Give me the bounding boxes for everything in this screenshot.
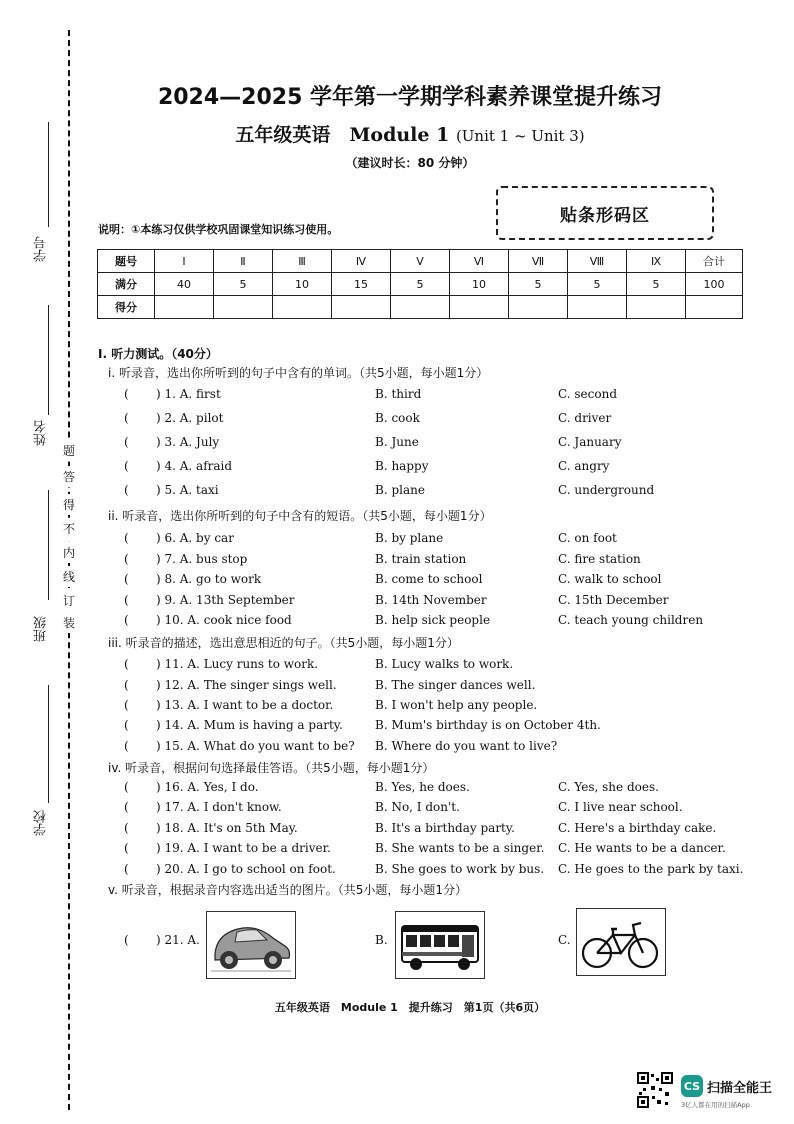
answer-blank[interactable]: (: [124, 531, 129, 545]
option-c: C. Here's a birthday cake.: [558, 821, 717, 835]
answer-blank[interactable]: (: [124, 821, 129, 835]
option-b: B. She goes to work by bus.: [375, 862, 545, 876]
option-a: ) 13. A. I want to be a doctor.: [156, 698, 334, 712]
option-b: B. I won't help any people.: [375, 698, 538, 712]
option-c: C. I live near school.: [558, 800, 683, 814]
option-b: B. No, I don't.: [375, 800, 460, 814]
section-title: I. 听力测试。（40分）: [98, 347, 218, 361]
option-b: B. 14th November: [375, 593, 487, 607]
option-a: ) 3. A. July: [156, 435, 220, 449]
table-cell: Ⅵ: [450, 250, 509, 273]
binding-char: 订: [63, 590, 75, 611]
option-b: B. come to school: [375, 572, 483, 586]
answer-blank[interactable]: (: [124, 739, 129, 753]
school-label: 学校: [34, 810, 49, 836]
question-row: [0, 678, 794, 696]
binding-char: 内: [63, 542, 75, 563]
part-instruction: i. 听录音，选出你所听到的句子中含有的单词。（共5小题，每小题1分）: [108, 366, 489, 380]
score-input-cell[interactable]: [686, 296, 743, 319]
part-instruction: ii. 听录音，选出你所听到的句子中含有的短语。（共5小题，每小题1分）: [108, 509, 492, 523]
answer-blank[interactable]: (: [124, 459, 129, 473]
option-b: B. June: [375, 435, 419, 449]
car-icon: [207, 912, 295, 978]
answer-blank[interactable]: (: [124, 698, 129, 712]
answer-blank[interactable]: (: [124, 613, 129, 627]
instruction-note: 说明：①本练习仅供学校巩固课堂知识练习使用。: [98, 223, 339, 236]
option-a: ) 18. A. It's on 5th May.: [156, 821, 298, 835]
table-cell: 5: [509, 273, 568, 296]
class-label: 班级: [34, 616, 49, 642]
page-footer: 五年级英语 Module 1 提升练习 第1页（共6页）: [274, 1001, 546, 1014]
score-input-cell[interactable]: [214, 296, 273, 319]
option-a: ) 10. A. cook nice food: [156, 613, 292, 627]
cs-logo-icon: CS: [681, 1075, 703, 1097]
question-row: [0, 821, 794, 839]
option-a: ) 5. A. taxi: [156, 483, 219, 497]
question-row: [0, 698, 794, 716]
score-table-header-row: [98, 250, 743, 273]
option-b: B. She wants to be a singer.: [375, 841, 545, 855]
question-row: [0, 718, 794, 736]
score-input-cell[interactable]: [627, 296, 686, 319]
option-b: B. third: [375, 387, 422, 401]
answer-blank[interactable]: (: [124, 483, 129, 497]
option-c: C. Yes, she does.: [558, 780, 659, 794]
table-cell: V: [391, 250, 450, 273]
option-a: ) 15. A. What do you want to be?: [156, 739, 355, 753]
part-instruction: v. 听录音，根据录音内容选出适当的图片。（共5小题，每小题1分）: [108, 883, 468, 897]
binding-char: 线: [63, 566, 75, 587]
option-a: ) 20. A. I go to school on foot.: [156, 862, 336, 876]
question-row: [0, 739, 794, 757]
option-b: B. help sick people: [375, 613, 491, 627]
table-cell: I: [155, 250, 214, 273]
answer-blank[interactable]: (: [124, 593, 129, 607]
question-row: [0, 572, 794, 590]
question-row: [0, 459, 794, 477]
binding-char: 答: [63, 466, 75, 487]
option-a: ) 16. A. Yes, I do.: [156, 780, 259, 794]
table-cell: 题号: [98, 250, 155, 273]
time-note: （建议时长：80 分钟）: [345, 156, 475, 170]
page-title: 2024—2025 学年第一学期学科素养课堂提升练习: [157, 85, 663, 110]
question-row: [0, 593, 794, 611]
question-row: [0, 483, 794, 501]
option-c: C. fire station: [558, 552, 641, 566]
answer-blank[interactable]: (: [124, 862, 129, 876]
table-cell: Ⅲ: [273, 250, 332, 273]
table-cell: 5: [568, 273, 627, 296]
question-row: [0, 657, 794, 675]
table-cell: 40: [155, 273, 214, 296]
option-c: C. driver: [558, 411, 612, 425]
score-input-cell[interactable]: [509, 296, 568, 319]
question-row: [0, 411, 794, 429]
answer-blank[interactable]: (: [124, 678, 129, 692]
binding-char: 题: [63, 440, 75, 461]
name-label: 姓名: [34, 420, 49, 446]
table-cell: 合计: [686, 250, 743, 273]
question-row: [0, 780, 794, 798]
answer-blank[interactable]: (: [124, 718, 129, 732]
score-input-cell[interactable]: [155, 296, 214, 319]
option-a: ) 12. A. The singer sings well.: [156, 678, 337, 692]
score-table-got-row: [98, 296, 743, 319]
option-b: B. Lucy walks to work.: [375, 657, 514, 671]
table-cell: 10: [273, 273, 332, 296]
option-a: ) 21. A.: [156, 933, 200, 947]
option-a: ) 4. A. afraid: [156, 459, 233, 473]
option-a: ) 7. A. bus stop: [156, 552, 248, 566]
option-c: C. He goes to the park by taxi.: [558, 862, 744, 876]
table-cell: Ⅷ: [568, 250, 627, 273]
answer-blank[interactable]: (: [124, 411, 129, 425]
subtitle-main: 五年级英语 Module 1: [235, 124, 450, 146]
table-cell: 5: [391, 273, 450, 296]
option-a: ) 2. A. pilot: [156, 411, 224, 425]
option-a: ) 17. A. I don't know.: [156, 800, 282, 814]
car-picture[interactable]: [206, 911, 296, 979]
scanner-app-name: 扫描全能王: [707, 1081, 773, 1096]
student-id-blank: [48, 122, 49, 227]
qr-code-icon: [637, 1072, 673, 1108]
binding-char: 装: [63, 612, 75, 633]
option-b: B. plane: [375, 483, 425, 497]
answer-blank[interactable]: (: [124, 387, 129, 401]
option-c: C. underground: [558, 483, 655, 497]
bicycle-icon: [577, 909, 665, 975]
question-row: [0, 552, 794, 570]
table-cell: 得分: [98, 296, 155, 319]
option-a: ) 11. A. Lucy runs to work.: [156, 657, 319, 671]
option-b: B.: [375, 933, 388, 947]
answer-blank[interactable]: (: [124, 657, 129, 671]
option-c: C. walk to school: [558, 572, 662, 586]
option-c: C. 15th December: [558, 593, 669, 607]
score-input-cell[interactable]: [450, 296, 509, 319]
scanner-app-tagline: 3亿人都在用的扫描App: [681, 1101, 750, 1109]
answer-blank[interactable]: (: [124, 841, 129, 855]
score-input-cell[interactable]: [273, 296, 332, 319]
question-row: [0, 531, 794, 549]
table-cell: Ⅸ: [627, 250, 686, 273]
option-b: B. Where do you want to live?: [375, 739, 558, 753]
option-b: B. happy: [375, 459, 429, 473]
option-b: B. It's a birthday party.: [375, 821, 515, 835]
bus-picture[interactable]: [395, 911, 485, 979]
option-a: ) 19. A. I want to be a driver.: [156, 841, 331, 855]
part-instruction: iii. 听录音的描述，选出意思相近的句子。（共5小题，每小题1分）: [108, 636, 459, 650]
option-c: C. He wants to be a dancer.: [558, 841, 726, 855]
score-input-cell[interactable]: [568, 296, 627, 319]
subtitle-range: (Unit 1 ~ Unit 3): [455, 127, 585, 145]
score-table-full-row: [98, 273, 743, 296]
bus-icon: [396, 912, 484, 978]
table-cell: 100: [686, 273, 743, 296]
answer-blank[interactable]: (: [124, 435, 129, 449]
table-cell: 10: [450, 273, 509, 296]
option-b: B. Yes, he does.: [375, 780, 470, 794]
question-row: [0, 613, 794, 631]
part-instruction: iv. 听录音，根据问句选择最佳答语。（共5小题，每小题1分）: [108, 761, 435, 775]
table-cell: Ⅶ: [509, 250, 568, 273]
question-row: [0, 841, 794, 859]
table-cell: 5: [214, 273, 273, 296]
binding-char: 得: [63, 494, 75, 515]
answer-blank[interactable]: (: [124, 933, 129, 947]
bicycle-picture[interactable]: [576, 908, 666, 976]
table-cell: 5: [627, 273, 686, 296]
answer-blank[interactable]: (: [124, 572, 129, 586]
table-cell: Ⅱ: [214, 250, 273, 273]
option-b: B. by plane: [375, 531, 444, 545]
table-cell: Ⅳ: [332, 250, 391, 273]
option-a: ) 6. A. by car: [156, 531, 234, 545]
page-subtitle: [90, 120, 730, 147]
option-a: ) 8. A. go to work: [156, 572, 262, 586]
option-c: C. angry: [558, 459, 610, 473]
question-row: [0, 387, 794, 405]
option-c: C. second: [558, 387, 617, 401]
table-cell: 满分: [98, 273, 155, 296]
question-row: [0, 800, 794, 818]
question-row: [0, 435, 794, 453]
answer-blank[interactable]: (: [124, 800, 129, 814]
student-id-label: 学号: [34, 236, 49, 262]
question-row: [0, 862, 794, 880]
score-input-cell[interactable]: [391, 296, 450, 319]
option-c: C.: [558, 933, 571, 947]
option-b: B. Mum's birthday is on October 4th.: [375, 718, 601, 732]
score-input-cell[interactable]: [332, 296, 391, 319]
table-cell: 15: [332, 273, 391, 296]
option-a: ) 14. A. Mum is having a party.: [156, 718, 343, 732]
option-a: ) 9. A. 13th September: [156, 593, 295, 607]
answer-blank[interactable]: (: [124, 780, 129, 794]
answer-blank[interactable]: (: [124, 552, 129, 566]
score-table: [97, 249, 743, 319]
barcode-area: 贴条形码区: [496, 186, 714, 240]
option-a: ) 1. A. first: [156, 387, 221, 401]
option-b: B. cook: [375, 411, 420, 425]
option-b: B. train station: [375, 552, 467, 566]
option-c: C. teach young children: [558, 613, 704, 627]
option-c: C. on foot: [558, 531, 617, 545]
option-b: B. The singer dances well.: [375, 678, 536, 692]
binding-char: 不: [63, 518, 75, 539]
option-c: C. January: [558, 435, 622, 449]
